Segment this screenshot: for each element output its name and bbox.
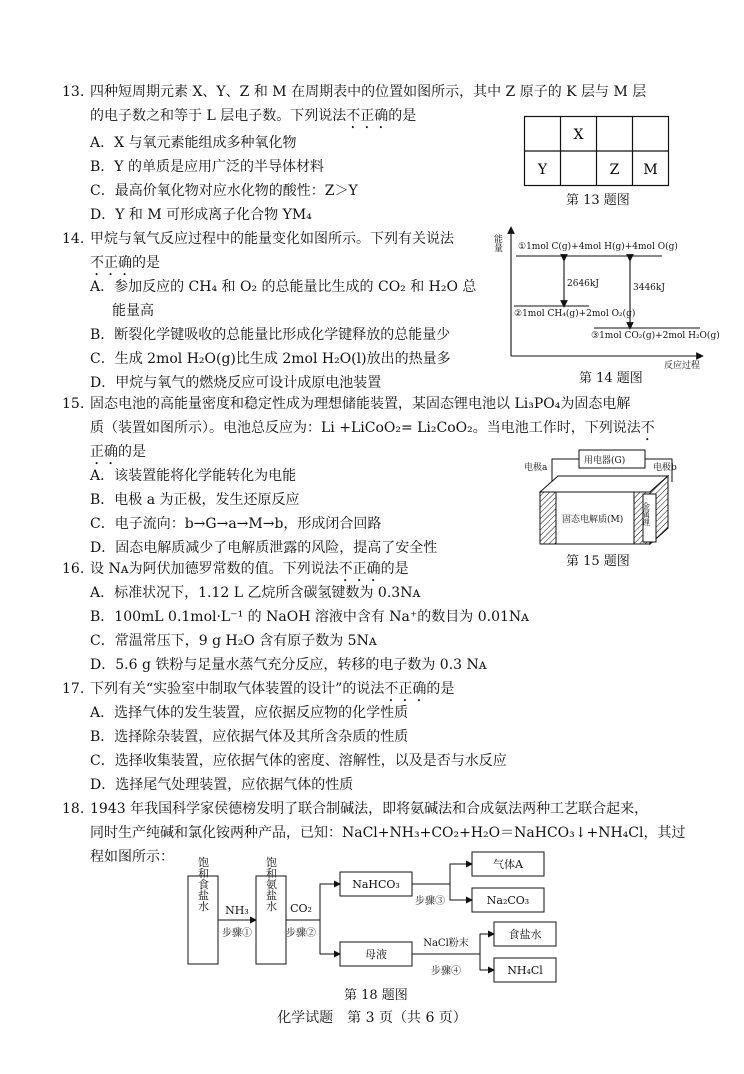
electrode-a-label: 电极a (524, 463, 548, 473)
option-c: C．电子流向：b→G→a→M→b，形成闭合回路 (90, 516, 382, 532)
box-ammoniated-brine: 饱和氨盐水 (264, 856, 278, 912)
option-b: B．100mL 0.1mol·L⁻¹ 的 NaOH 溶液中含有 Na⁺的数目为 0.01Nᴀ (90, 609, 530, 625)
box-nh4cl: NH₄Cl (507, 964, 543, 977)
box-gas-a: 气体A (493, 858, 523, 871)
option-b: B．断裂化学键吸收的总能量比形成化学键释放的总能量少 (90, 327, 451, 343)
question-number: 16. (62, 561, 85, 577)
label-step2: 步骤② (286, 928, 316, 939)
q13-periodic-grid (524, 116, 669, 186)
question-number: 18. (62, 801, 85, 817)
cell-z: Z (609, 162, 620, 178)
q16-stem: 设 Nᴀ为阿伏加德罗常数的值。下列说法不正确的是 (90, 561, 409, 577)
question-number: 14. (62, 231, 85, 247)
q13-stem-line1: 四种短周期元素 X、Y、Z 和 M 在周期表中的位置如图所示，其中 Z 原子的 K 层与 M 层 (90, 84, 647, 100)
option-d: D．Y 和 M 可形成离子化合物 YM₄ (90, 207, 312, 223)
box-salt-water: 食盐水 (508, 928, 542, 941)
metal-lithium-label: 金属锂 (641, 502, 651, 526)
question-number: 13. (62, 84, 85, 100)
box-na2co3: Na₂CO₃ (486, 894, 530, 907)
cell-x: X (573, 127, 584, 143)
label-nacl-powder: NaCl粉末 (423, 938, 469, 949)
option-d: D．甲烷与氧气的燃烧反应可设计成原电池装置 (90, 375, 382, 391)
q15-stem-line1: 固态电池的高能量密度和稳定性成为理想储能装置，某固态锂电池以 Li₃PO₄为固态电解 (90, 396, 631, 412)
axis-label-process: 反应过程 (664, 361, 701, 371)
question-number: 17. (62, 681, 85, 697)
question-number: 15. (62, 396, 85, 412)
q14-caption: 第 14 题图 (579, 371, 643, 386)
label-nh3: NH₃ (225, 904, 249, 917)
q18-flowchart (180, 850, 560, 988)
option-a: A．参加反应的 CH₄ 和 O₂ 的总能量比生成的 CO₂ 和 H₂O 总 (90, 279, 477, 295)
energy-3446: 3446kJ (633, 283, 665, 293)
option-a: A．X 与氧元素能组成多种氧化物 (90, 135, 297, 151)
label-step3: 步骤③ (415, 896, 445, 907)
option-b: B．Y 的单质是应用广泛的半导体材料 (90, 159, 324, 175)
option-d: D．固态电解质减少了电解质泄露的风险，提高了安全性 (90, 540, 438, 556)
option-b: B．电极 a 为正极，发生还原反应 (90, 492, 300, 508)
option-b: B．选择除杂装置，应依据气体及其所含杂质的性质 (90, 729, 409, 745)
q15-caption: 第 15 题图 (566, 554, 630, 569)
label-co2: CO₂ (290, 902, 312, 915)
q13-caption: 第 13 题图 (566, 193, 630, 208)
q14-stem-line1: 甲烷与氧气反应过程中的能量变化如图所示。下列有关说法 (90, 231, 454, 247)
option-a: A．选择气体的发生装置，应依据反应物的化学性质 (90, 705, 409, 721)
q14-energy-diagram (492, 224, 720, 372)
label-step4: 步骤④ (431, 966, 461, 977)
option-c: C．最高价氧化物对应水化物的酸性：Z＞Y (90, 183, 358, 199)
q17-stem: 下列有关“实验室中制取气体装置的设计”的说法不正确的是 (90, 681, 455, 697)
q18-stem-line1: 1943 年我国科学家侯德榜发明了联合制碱法，即将氨碱法和合成氨法两种工艺联合起来， (90, 801, 649, 817)
q14-stem-line2: 不正确的是 (90, 255, 160, 271)
q18-caption: 第 18 题图 (344, 988, 408, 1003)
appliance-label: 用电器(G) (584, 456, 626, 466)
cell-m: M (643, 162, 658, 178)
box-mother-liquor: 母液 (365, 948, 387, 961)
level-2-label: ②1mol CH₄(g)+2mol O₂(g) (514, 309, 636, 319)
cell-y: Y (537, 162, 548, 178)
level-1-label: ①1mol C(g)+4mol H(g)+4mol O(g) (518, 242, 678, 252)
energy-2646: 2646kJ (567, 279, 599, 289)
electrode-b-label: 电极b (653, 463, 677, 473)
q13-stem-line2: 的电子数之和等于 L 层电子数。下列说法不正确的是 (90, 108, 417, 124)
box-nahco3: NaHCO₃ (352, 878, 400, 891)
option-a-cont: 能量高 (112, 303, 154, 319)
electrolyte-label: 固态电解质(M) (562, 515, 624, 525)
level-3-label: ③1mol CO₂(g)+2mol H₂O(g) (591, 331, 720, 341)
option-c: C．生成 2mol H₂O(g)比生成 2mol H₂O(l)放出的热量多 (90, 351, 451, 367)
option-d: D．5.6 g 铁粉与足量水蒸气充分反应，转移的电子数为 0.3 Nᴀ (90, 657, 487, 673)
box-saturated-brine: 饱和食盐水 (196, 856, 210, 912)
option-a: A．该装置能将化学能转化为电能 (90, 468, 297, 484)
label-step1: 步骤① (222, 928, 252, 939)
q15-battery-figure (522, 446, 692, 556)
q18-stem-line2: 同时生产纯碱和氯化铵两种产品，已知：NaCl+NH₃+CO₂+H₂O＝NaHCO₃↓+NH₄Cl，其过 (90, 825, 686, 841)
q18-stem-line3: 程如图所示： (90, 849, 174, 865)
option-d: D．选择尾气处理装置，应依据气体的性质 (90, 777, 354, 793)
page-footer: 化学试题 第 3 页（共 6 页） (277, 1010, 467, 1026)
axis-label-energy: 能量 (492, 234, 502, 252)
option-c: C．选择收集装置，应依据气体的密度、溶解性，以及是否与水反应 (90, 753, 507, 769)
q15-stem-line2: 质（装置如图所示）。电池总反应为：Li +LiCoO₂= Li₂CoO₂。当电池工作时，下列说法不 (90, 420, 655, 436)
option-c: C．常温常压下，9 g H₂O 含有原子数为 5Nᴀ (90, 633, 377, 649)
option-a: A．标准状况下，1.12 L 乙烷所含碳氢键数为 0.3Nᴀ (90, 585, 421, 601)
q15-stem-line3: 正确的是 (90, 444, 146, 460)
